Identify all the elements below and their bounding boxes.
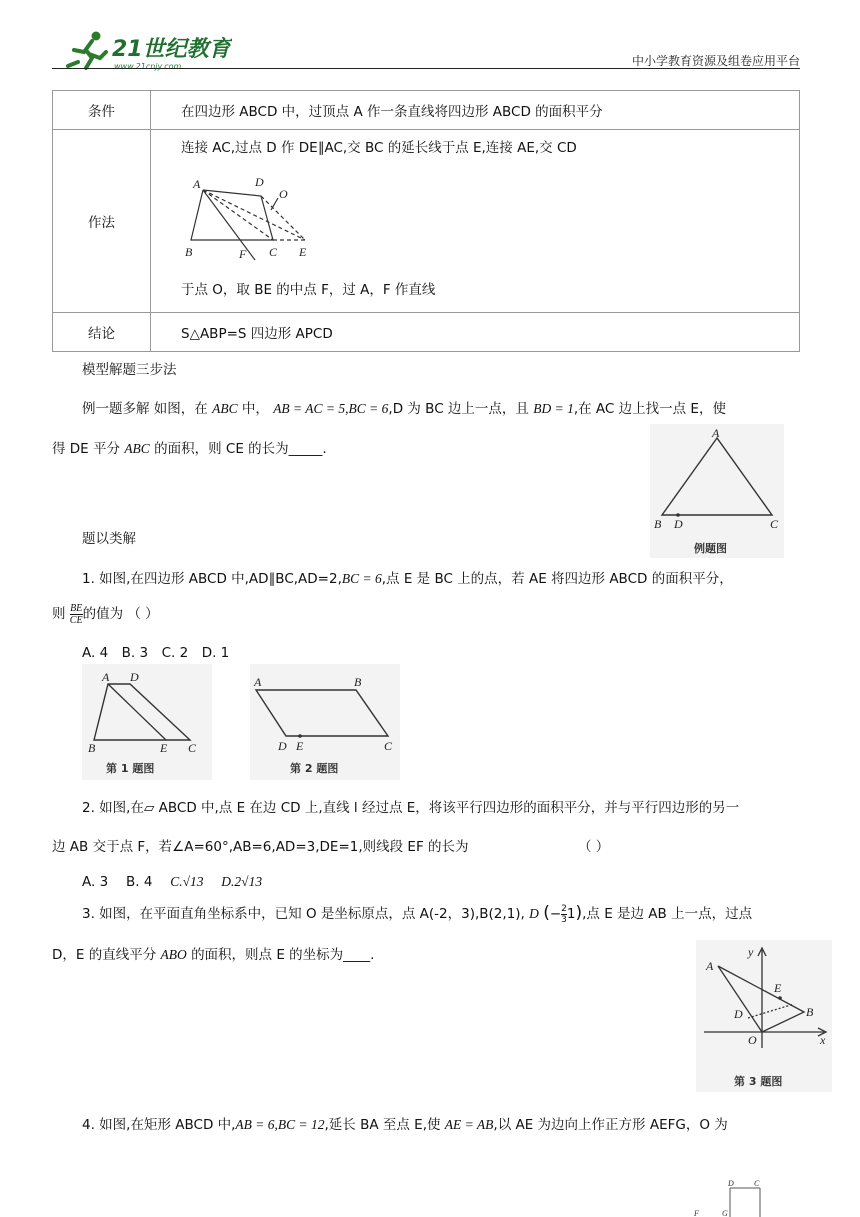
example-line-1 — [82, 397, 726, 417]
fraction — [70, 603, 83, 626]
math: ABO — [160, 947, 187, 962]
label-e: E — [160, 741, 168, 755]
q1-figure — [82, 664, 212, 780]
q1-line-1 — [82, 567, 733, 587]
right-paren: ) — [575, 903, 583, 923]
label-d: D — [130, 670, 139, 684]
q4-line-1 — [82, 1113, 728, 1133]
frac-num: BE — [70, 602, 83, 614]
text: ,以 AE 为边向上作正方形 AEFG，O 为 — [493, 1117, 728, 1133]
platform-tagline: 中小学教育资源及组卷应用平台 — [631, 54, 800, 68]
text: 例一题多解 如图，在 — [82, 401, 208, 417]
label-c: C — [188, 741, 197, 755]
math: 1 — [566, 906, 576, 922]
label-e: E — [774, 981, 782, 995]
math: ABC — [124, 441, 150, 456]
q3-line-1 — [82, 902, 752, 925]
label-c: C — [384, 739, 393, 753]
row-value: 在四边形 ABCD 中，过顶点 A 作一条直线将四边形 ABCD 的面积平分 — [151, 91, 800, 130]
math: AB = AC = 5,BC = 6 — [273, 401, 389, 416]
label-e: E — [296, 739, 304, 753]
q4-figure — [690, 1176, 770, 1217]
q1-line-2 — [52, 602, 159, 626]
frac-den: CE — [69, 614, 83, 626]
q2-line-2: 边 AB 交于点 F，若∠A=60°,AB=6,AD=3,DE=1,则线段 EF 的长为 — [52, 839, 469, 855]
text: ,点 E 是边 AB 上一点，过点 — [582, 906, 753, 922]
model-table — [52, 90, 800, 352]
figure-caption: 第 1 题图 — [106, 762, 155, 775]
q2-answer-paren: （ ） — [578, 839, 610, 855]
row-key: 作法 — [53, 130, 151, 313]
label-f: F — [239, 247, 247, 261]
label-b: B — [185, 245, 193, 259]
q3-figure — [696, 940, 832, 1092]
label-d: D — [255, 175, 264, 189]
method-text-1: 连接 AC,过点 D 作 DE∥AC,交 BC 的延长线于点 E,连接 AE,交 CD — [181, 140, 577, 156]
figure-caption: 第 2 题图 — [290, 762, 339, 775]
label-c: C — [754, 1179, 760, 1188]
text: D，E 的直线平分 — [52, 947, 157, 963]
text: ,在 AC 边上找一点 E，使 — [573, 401, 726, 417]
table-row — [53, 130, 800, 313]
q1-options: A. 4 B. 3 C. 2 D. 1 — [82, 645, 230, 661]
label-b: B — [654, 517, 662, 531]
text: 4. 如图,在矩形 ABCD 中, — [82, 1117, 236, 1133]
q3-line-2 — [52, 943, 374, 963]
label-o: O — [748, 1033, 757, 1047]
table-row — [53, 91, 800, 130]
option-d: D.2√13 — [221, 874, 263, 889]
row-value: S△ABP=S 四边形 APCD — [151, 313, 800, 352]
math: ABC — [212, 401, 238, 416]
label-c: C — [770, 517, 779, 531]
text: 的值为 （ ） — [82, 606, 159, 622]
text: 中， — [241, 401, 269, 417]
label-g: G — [722, 1209, 728, 1217]
label-a: A — [102, 670, 110, 684]
quadrilateral-figure — [183, 168, 313, 264]
logo-text: 21世纪教育 — [112, 37, 231, 62]
q2-figure — [250, 664, 400, 780]
label-c: C — [269, 245, 278, 259]
option-a: A. 3 — [82, 874, 109, 890]
label-e: E — [299, 245, 307, 259]
q2-options — [82, 870, 262, 890]
left-paren: ( — [543, 903, 550, 923]
figure-caption: 例题图 — [694, 542, 727, 555]
text: ,D 为 BC 边上一点，且 — [388, 401, 529, 417]
method-text-2: 于点 O，取 BE 的中点 F，过 A，F 作直线 — [181, 282, 436, 298]
row-key: 条件 — [53, 91, 151, 130]
text: 3. 如图，在平面直角坐标系中，已知 O 是坐标原点，点 A(-2，3),B(2,1), — [82, 906, 525, 922]
label-a: A — [254, 675, 262, 689]
math: D — [529, 906, 539, 921]
section-title: 模型解题三步法 — [82, 362, 177, 378]
label-x: x — [820, 1033, 826, 1047]
label-a: A — [712, 426, 720, 440]
text: ,延长 BA 至点 E,使 — [324, 1117, 441, 1133]
text: 的面积，则点 E 的坐标为____. — [191, 947, 375, 963]
minus-sign: − — [549, 906, 562, 922]
label-d: D — [734, 1007, 743, 1021]
text: 的面积，则 CE 的长为_____. — [154, 441, 327, 457]
text: 1. 如图,在四边形 ABCD 中,AD∥BC,AD=2, — [82, 571, 342, 587]
row-key: 结论 — [53, 313, 151, 352]
example-line-2 — [52, 437, 327, 457]
label-f: F — [694, 1209, 699, 1217]
label-o: O — [279, 187, 288, 201]
option-c: C.√13 — [170, 874, 204, 889]
header-divider — [52, 68, 800, 69]
option-b: B. 4 — [125, 874, 153, 890]
frac-den: 3 — [561, 914, 567, 925]
text: 则 — [52, 606, 66, 622]
math: BD = 1 — [533, 401, 574, 416]
label-d: D — [278, 739, 287, 753]
text: ,点 E 是 BC 上的点，若 AE 将四边形 ABCD 的面积平分， — [381, 571, 733, 587]
figure-caption: 第 3 题图 — [734, 1075, 783, 1088]
table-row — [53, 313, 800, 352]
label-d: D — [674, 517, 683, 531]
label-d: D — [728, 1179, 734, 1188]
row-value — [151, 130, 800, 313]
label-a: A — [193, 177, 201, 191]
text: 得 DE 平分 — [52, 441, 121, 457]
math: AB = 6,BC = 12 — [235, 1117, 325, 1132]
runner-icon — [68, 32, 106, 69]
q2-line-1: 2. 如图,在▱ ABCD 中,点 E 在边 CD 上,直线 l 经过点 E，将该平行四边形的面积平分，并与平行四边形的另一 — [82, 800, 740, 816]
frac-num: 2 — [561, 903, 567, 914]
label-b: B — [88, 741, 96, 755]
label-b: B — [354, 675, 362, 689]
math: AE = AB — [444, 1117, 494, 1132]
example-figure — [650, 424, 784, 558]
label-y: y — [748, 945, 754, 959]
logo-url: www.21cnjy.com — [114, 62, 182, 71]
math: BC = 6 — [341, 571, 382, 586]
similar-title: 题以类解 — [82, 531, 136, 547]
label-b: B — [806, 1005, 814, 1019]
label-a: A — [706, 959, 714, 973]
